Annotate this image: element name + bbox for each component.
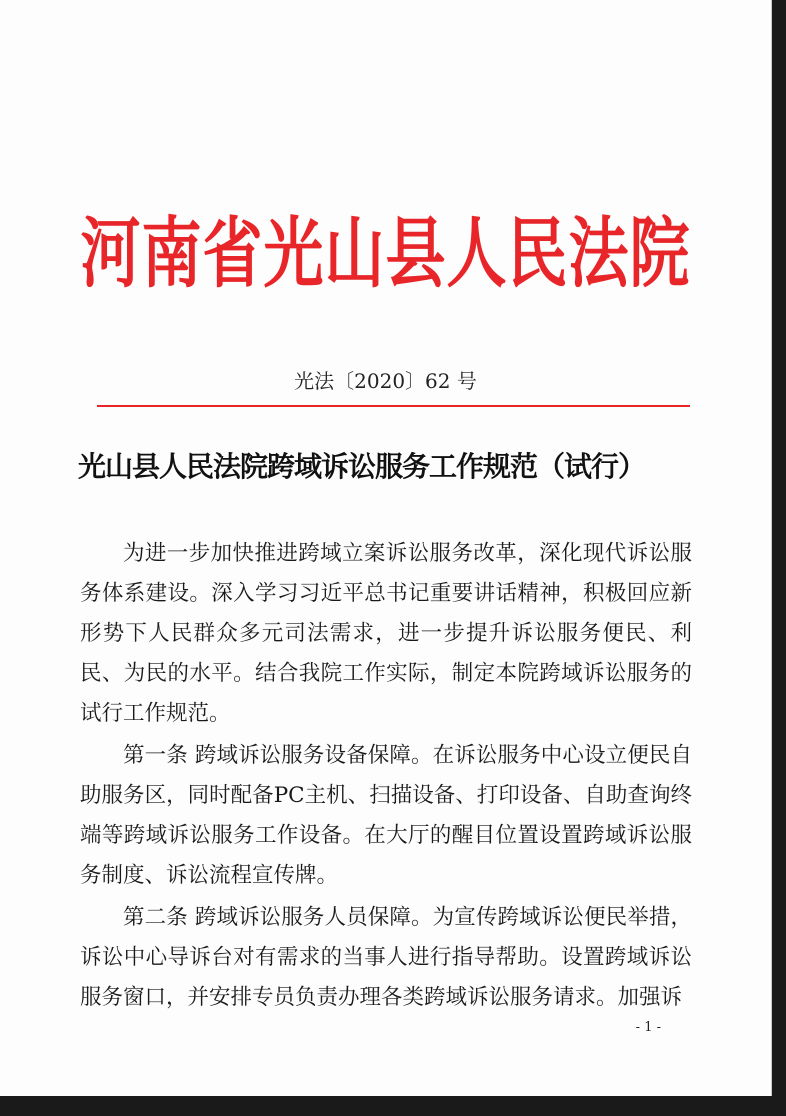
paragraph-preamble: 为进一步加快推进跨域立案诉讼服务改革，深化现代诉讼服务体系建设。深入学习习近平总书记重要讲话精神，积极回应新形势下人民群众多元司法需求，进一步提升诉讼服务便民、利民、为民的水平。结合我院工作实际，制定本院跨域诉讼服务的试行工作规范。 [80,541,692,726]
document-number: 光法〔2020〕62 号 [294,369,477,393]
red-separator-line [97,405,690,407]
page-number: - 1 - [635,1020,661,1035]
issuer-red-header: 河南省光山县人民法院 [80,209,691,300]
paragraph-article-2: 第二条 跨域诉讼服务人员保障。为宣传跨域诉讼便民举措，诉讼中心导诉台对有需求的当事人进行指导帮助。设置跨域诉讼服务窗口，并安排专员负责办理各类跨域诉讼服务请求。加强诉 [80,905,692,1010]
paragraph-article-1: 第一条 跨域诉讼服务设备保障。在诉讼服务中心设立便民自助服务区，同时配备PC主机、扫描设备、打印设备、自助查询终端等跨域诉讼服务工作设备。在大厅的醒目位置设置跨域诉讼服务制度、诉讼流程宣传牌。 [80,743,692,888]
document-title: 光山县人民法院跨域诉讼服务工作规范（试行） [78,450,646,483]
document-body [80,534,692,1018]
